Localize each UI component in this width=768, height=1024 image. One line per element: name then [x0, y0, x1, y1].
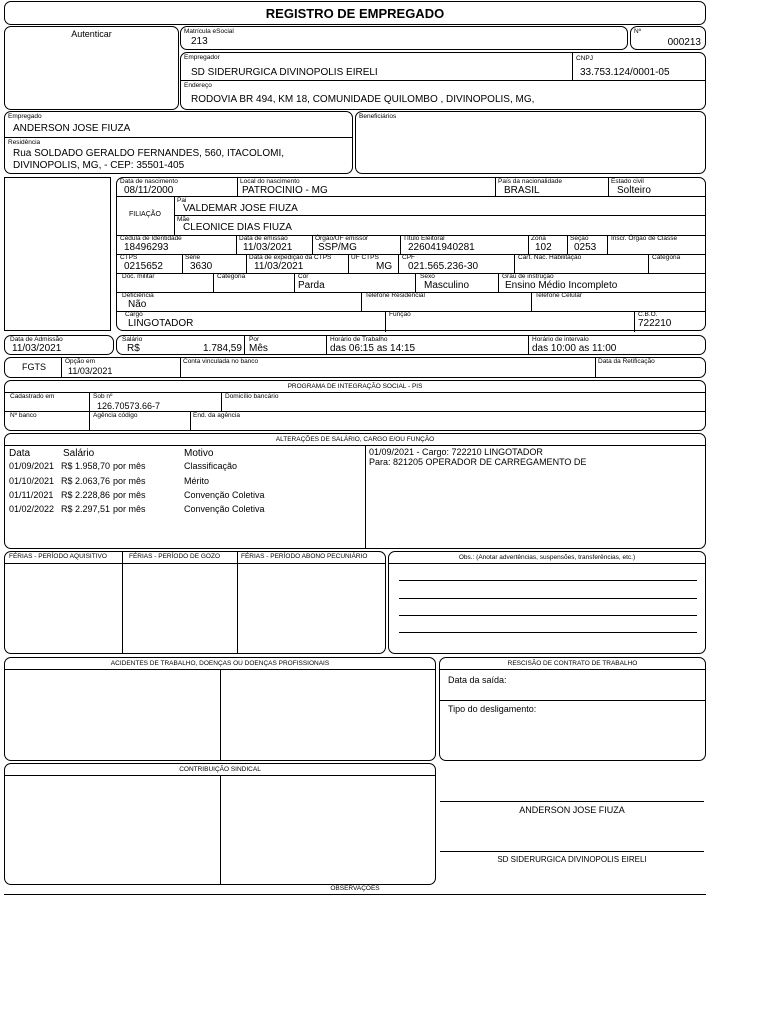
- divider: [246, 254, 247, 273]
- divider: [117, 273, 705, 274]
- cargo-change-line1: 01/09/2021 - Cargo: 722210 LINGOTADOR: [369, 447, 543, 457]
- admissao-box: [4, 335, 114, 355]
- signature-empregado: ANDERSON JOSE FIUZA: [519, 805, 625, 815]
- empregado-label: Empregado: [8, 113, 42, 120]
- divider: [237, 552, 238, 654]
- divider: [236, 235, 237, 254]
- divider: [385, 311, 386, 332]
- militar-label: Doc. militar: [122, 273, 155, 280]
- banco-label: Nº banco: [10, 412, 37, 419]
- cadastrado-label: Cadastrado em: [10, 393, 55, 400]
- beneficiarios-box: [355, 111, 706, 174]
- numero-value: 000213: [667, 37, 701, 48]
- tel-cel-label: Telefone Celular: [535, 292, 582, 299]
- row-motivo: Classificação: [184, 461, 238, 471]
- emissao-value: 11/03/2021: [243, 242, 293, 253]
- contribuicao-box: [4, 763, 436, 885]
- fgts-label: FGTS: [22, 362, 46, 372]
- divider: [181, 80, 705, 81]
- sexo-label: Sexo: [420, 273, 435, 280]
- obs-line: [399, 615, 697, 616]
- nascimento-label: Data de nascimento: [120, 178, 178, 185]
- divider: [440, 669, 705, 670]
- categoria-label: Categoria: [652, 254, 681, 261]
- obs-line: [399, 632, 697, 633]
- row-salario: R$ 2.063,76: [61, 476, 111, 486]
- ferias-aquisitivo-header: FÉRIAS - PERÍODO AQUISITIVO: [9, 553, 107, 560]
- tel-res-label: Telefone Residencial: [365, 292, 425, 299]
- document-title: REGISTRO DE EMPREGADO: [265, 6, 445, 21]
- sexo-value: Masculino: [424, 280, 470, 291]
- autenticar-box: [4, 26, 179, 110]
- admissao-value: 11/03/2021: [12, 343, 62, 354]
- divider: [237, 178, 238, 196]
- divider: [221, 392, 222, 411]
- cor-label: Cor: [298, 273, 309, 280]
- intervalo-label: Horário de intervalo: [532, 336, 589, 343]
- rescisao-title: RESCISÃO DE CONTRATO DE TRABALHO: [507, 660, 638, 667]
- ferias-box: [4, 551, 386, 654]
- divider: [495, 178, 496, 196]
- col-salario-header: Salário: [63, 448, 95, 459]
- retificacao-label: Data da Retificação: [598, 358, 655, 365]
- row-salario: R$ 2.228,86: [61, 490, 111, 500]
- row-motivo: Convenção Coletiva: [184, 490, 265, 500]
- col-motivo-header: Motivo: [184, 448, 214, 459]
- title-box: [4, 1, 706, 25]
- divider: [312, 235, 313, 254]
- matricula-box: [180, 26, 628, 50]
- sob-label: Sob nº: [93, 393, 113, 400]
- mae-value: CLEONICE DIAS FIUZA: [183, 222, 292, 233]
- divider: [4, 894, 706, 895]
- agencia-label: Agência código: [93, 412, 138, 419]
- cor-value: Parda: [298, 280, 325, 291]
- end-agencia-label: End. da agência: [193, 412, 240, 419]
- divider: [190, 411, 191, 431]
- row-data: 01/11/2021: [9, 490, 54, 500]
- divider: [61, 358, 62, 377]
- cnh-label: Cart. Nac. Habilitação: [518, 254, 582, 261]
- funcao-label: Função: [389, 311, 411, 318]
- titulo-label: Título Eleitoral: [403, 235, 445, 242]
- divider: [440, 700, 705, 701]
- autenticar-label: Autenticar: [71, 29, 112, 39]
- divider: [648, 254, 649, 273]
- por-value: Mês: [249, 343, 268, 354]
- divider: [117, 196, 705, 197]
- cargo-label: Cargo: [125, 311, 143, 318]
- local-label: Local do nascimento: [240, 178, 300, 185]
- emissao-label: Data de emissão: [239, 235, 288, 242]
- divider: [294, 273, 295, 292]
- signature-line-empregador: [440, 851, 704, 852]
- pai-label: Pai: [177, 197, 187, 204]
- opcao-label: Opção em: [65, 358, 95, 365]
- acidentes-box: [4, 657, 436, 761]
- alteracoes-title: ALTERAÇÕES DE SALÁRIO, CARGO E/OU FUNÇÃO: [275, 436, 435, 443]
- row-motivo: Mérito: [184, 476, 210, 486]
- conta-label: Conta vinculada no banco: [183, 358, 259, 365]
- row-salario: R$ 1.958,70: [61, 461, 111, 471]
- identidade-label: Cédula de Identidade: [120, 235, 182, 242]
- numero-label: Nº: [634, 28, 642, 35]
- instrucao-label: Grau de instrução: [502, 273, 554, 280]
- matricula-label: Matrícula eSocial: [184, 28, 234, 35]
- divider: [498, 273, 499, 292]
- tipo-desligamento-label: Tipo do desligamento:: [448, 704, 537, 714]
- divider: [5, 137, 352, 138]
- sob-value: 126.70573.66-7: [97, 401, 161, 411]
- acidentes-title: ACIDENTES DE TRABALHO, DOENÇAS OU DOENÇAS PROFISSIONAIS: [110, 660, 330, 667]
- divider: [572, 53, 573, 80]
- salario-label: Salário: [122, 336, 143, 343]
- divider: [361, 292, 362, 311]
- empregador-value: SD SIDERURGICA DIVINOPOLIS EIRELI: [191, 67, 378, 78]
- salario-currency: R$: [127, 343, 140, 354]
- serie-label: Série: [185, 254, 201, 261]
- divider: [244, 336, 245, 354]
- divider: [213, 273, 214, 292]
- divider: [348, 254, 349, 273]
- instrucao-value: Ensino Médio Incompleto: [505, 280, 618, 291]
- divider: [5, 563, 385, 564]
- obs-box: [388, 551, 706, 654]
- deficiencia-label: Deficiência: [122, 292, 154, 299]
- signature-empregador: SD SIDERURGICA DIVINOPOLIS EIRELI: [497, 855, 647, 864]
- exp-ctps-value: 11/03/2021: [254, 261, 304, 272]
- por-label: Por: [249, 336, 260, 343]
- divider: [326, 336, 327, 354]
- row-por: por mês: [113, 504, 146, 514]
- divider: [182, 254, 183, 273]
- divider: [117, 311, 705, 312]
- row-data: 01/10/2021: [9, 476, 55, 486]
- row-por: por mês: [113, 490, 146, 500]
- divider: [607, 235, 608, 254]
- numero-box: [630, 26, 706, 50]
- divider: [514, 254, 515, 273]
- ctps-value: 0215652: [124, 261, 163, 272]
- empregado-box: [4, 111, 353, 174]
- categoria2-label: Categoria: [217, 273, 246, 280]
- cargo-change-line2: Para: 821205 OPERADOR DE CARREGAMENTO DE: [369, 457, 587, 467]
- uf-ctps-label: UF CTPS: [351, 254, 379, 261]
- pis-title: PROGRAMA DE INTEGRAÇÃO SOCIAL - PIS: [287, 383, 423, 390]
- divider: [528, 235, 529, 254]
- obs-line: [399, 580, 697, 581]
- exp-ctps-label: Data de expedição da CTPS: [249, 254, 332, 261]
- row-data: 01/09/2021: [9, 461, 55, 471]
- local-value: PATROCINIO - MG: [242, 185, 328, 196]
- divider: [400, 235, 401, 254]
- divider: [415, 273, 416, 292]
- cnpj-label: CNPJ: [576, 55, 593, 62]
- mae-label: Mãe: [177, 216, 190, 223]
- divider: [528, 336, 529, 354]
- intervalo-value: das 10:00 as 11:00: [532, 343, 617, 354]
- zona-label: Zona: [531, 235, 546, 242]
- cpf-label: CPF: [402, 254, 415, 261]
- zona-value: 102: [535, 242, 552, 253]
- pis-box: [4, 380, 706, 431]
- beneficiarios-label: Beneficiários: [359, 113, 397, 120]
- pais-value: BRASIL: [504, 185, 540, 196]
- divider: [220, 669, 221, 761]
- uf-ctps-value: MG: [376, 261, 393, 272]
- empregado-value: ANDERSON JOSE FIUZA: [13, 123, 131, 134]
- row-data: 01/02/2022: [9, 504, 55, 514]
- deficiencia-value: Não: [128, 299, 147, 310]
- divider: [5, 445, 705, 446]
- horario-label: Horário de Trabalho: [330, 336, 388, 343]
- filiacao-label: FILIAÇÃO: [129, 211, 161, 218]
- cbo-value: 722210: [638, 318, 672, 329]
- horario-value: das 06:15 as 14:15: [330, 343, 416, 354]
- cnpj-value: 33.753.124/0001-05: [580, 67, 670, 78]
- titulo-value: 226041940281: [408, 242, 475, 253]
- identidade-value: 18496293: [124, 242, 169, 253]
- pai-value: VALDEMAR JOSE FIUZA: [183, 203, 298, 214]
- personal-data-box: [116, 177, 706, 331]
- residencia-label: Residência: [8, 139, 41, 146]
- divider: [365, 445, 366, 549]
- cargo-value: LINGOTADOR: [128, 318, 194, 329]
- civil-value: Solteiro: [617, 185, 651, 196]
- divider: [531, 292, 532, 311]
- alteracoes-box: [4, 433, 706, 549]
- row-por: por mês: [113, 476, 146, 486]
- divider: [608, 178, 609, 196]
- admissao-label: Data de Admissão: [10, 336, 63, 343]
- empregador-box: [180, 52, 706, 110]
- divider: [174, 215, 705, 216]
- residencia-value: Rua SOLDADO GERALDO FERNANDES, 560, ITACOLOMI, DIVINOPOLIS, MG, - CEP: 35501-405: [13, 148, 284, 171]
- rescisao-box: [439, 657, 706, 761]
- row-por: por mês: [113, 461, 146, 471]
- endereco-label: Endereço: [184, 82, 212, 89]
- ferias-abono-header: FÉRIAS - PERÍODO ABONO PECUNIÁRIO: [241, 553, 368, 560]
- inscr-label: Inscr. Órgão de Classe: [611, 235, 678, 242]
- photo-box: [4, 177, 111, 331]
- civil-label: Estado civil: [611, 178, 644, 185]
- salario-value: 1.784,59: [203, 343, 242, 354]
- divider: [220, 775, 221, 885]
- ferias-gozo-header: FÉRIAS - PERÍODO DE GOZO: [129, 553, 221, 560]
- col-data-header: Data: [9, 448, 31, 459]
- divider: [389, 563, 705, 564]
- divider: [634, 311, 635, 332]
- divider: [180, 358, 181, 377]
- orgao-value: SSP/MG: [318, 242, 357, 253]
- orgao-label: Órgão/UF emissor: [315, 235, 369, 242]
- divider: [398, 254, 399, 273]
- cpf-value: 021.565.236-30: [408, 261, 479, 272]
- observacoes-title: OBSERVAÇÕES: [330, 885, 380, 892]
- nascimento-value: 08/11/2000: [124, 185, 174, 196]
- secao-value: 0253: [574, 242, 597, 253]
- obs-header: Obs.: (Anotar advertências, suspensões, transferências, etc.): [458, 554, 636, 561]
- fgts-box: [4, 357, 706, 378]
- divider: [595, 358, 596, 377]
- cbo-label: C.B.O.: [638, 311, 658, 318]
- opcao-value: 11/03/2021: [68, 366, 113, 376]
- signature-line-empregado: [440, 801, 704, 802]
- domicilio-label: Domicílio bancário: [225, 393, 279, 400]
- divider: [567, 235, 568, 254]
- ctps-label: CTPS: [120, 254, 138, 261]
- contribuicao-title: CONTRIBUIÇÃO SINDICAL: [179, 766, 261, 773]
- empregador-label: Empregador: [184, 54, 220, 61]
- serie-value: 3630: [190, 261, 213, 272]
- pais-label: País da nacionalidade: [498, 178, 562, 185]
- data-saida-label: Data da saída:: [448, 675, 507, 685]
- row-salario: R$ 2.297,51: [61, 504, 111, 514]
- endereco-value: RODOVIA BR 494, KM 18, COMUNIDADE QUILOMBO , DIVINOPOLIS, MG,: [191, 94, 535, 105]
- obs-line: [399, 598, 697, 599]
- matricula-value: 213: [191, 36, 208, 47]
- divider: [122, 552, 123, 654]
- secao-label: Seção: [570, 235, 589, 242]
- salario-box: [116, 335, 706, 355]
- row-motivo: Convenção Coletiva: [184, 504, 265, 514]
